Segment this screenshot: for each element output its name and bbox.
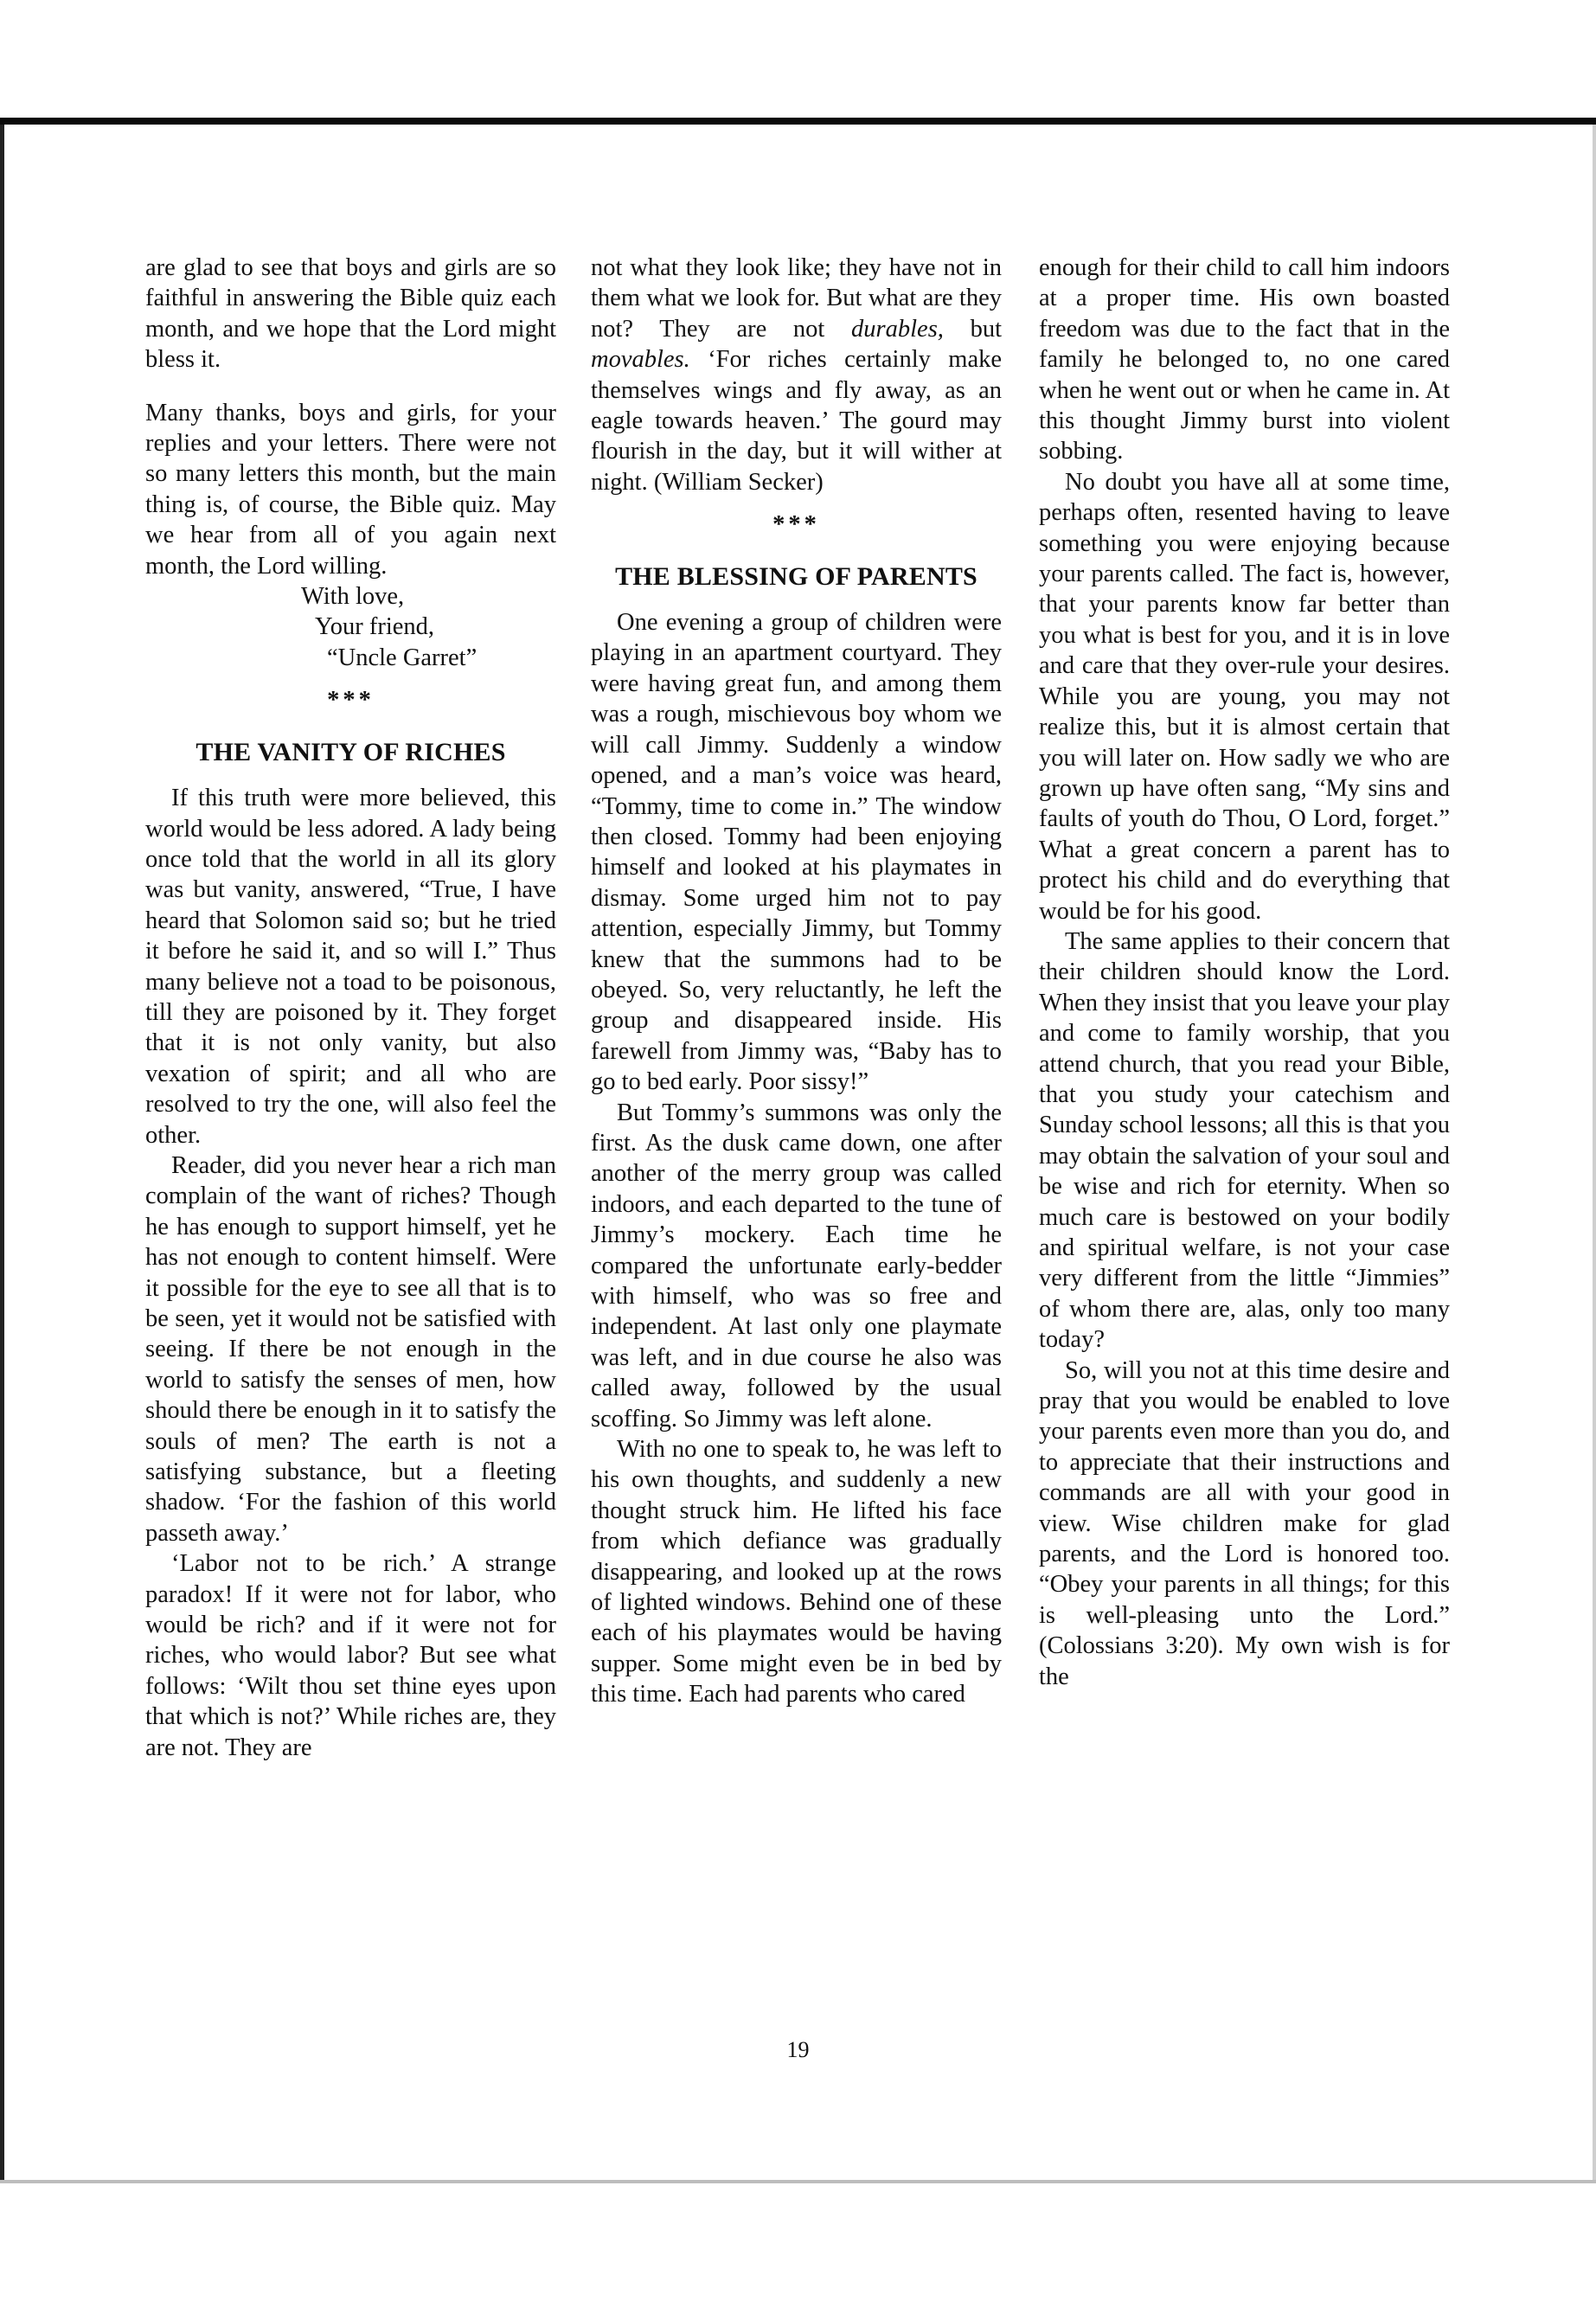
article-paragraph: ‘Labor not to be rich.’ A strange paradox! If it were not for labor, who would be rich? and if it were not for riches, who would labor? But see what follows: ‘Wilt thou set thine eyes upon that which is not?’ While riches are, they are not. They are (145, 1550, 556, 1761)
article-paragraph: enough for their child to call him indoors at a proper time. His own boasted freedom was due to the fact that in the family he belonged to, no one cared when he went out or when he came in. At this thought Jimmy burst into violent sobbing. (1039, 254, 1450, 465)
article-heading-vanity-of-riches: THE VANITY OF RICHES (195, 737, 506, 766)
page-number: 19 (786, 2037, 810, 2062)
emphasis-movables: movables. (591, 346, 690, 374)
article-paragraph: So, will you not at this time desire and pray that you would be enabled to love your parents even more than you do, and to appreciate that their instructions and commands are all with your good in view. Wise children make for glad parents, and the Lord is honored too. “Obey your parents in all things; for this is well-pleasing unto the Lord.” (Colossians 3:20). My own wish is for the (1039, 1356, 1450, 1690)
article-paragraph: Reader, did you never hear a rich man complain of the want of riches? Though he has enough to support himself, yet he has not enough to content himself. Were it possible for the eye to see all that is to be seen, yet it would not be satisfied with seeing. If there be not enough in the world to satisfy the senses of men, how should there be enough in it to satisfy the souls of men? The earth is not a satisfying substance, but a fleeting shadow. ‘For the fashion of this world passeth away.’ (145, 1151, 556, 1547)
text-run: but (943, 315, 1002, 343)
letter-signature: “Uncle Garret” (327, 644, 478, 671)
scan-edge-left (0, 125, 4, 2183)
letter-closing: With love, (301, 583, 405, 611)
letter-paragraph: are glad to see that boys and girls are so faithful in answering the Bible quiz each month, and we hope that the Lord might bless it. (145, 254, 556, 374)
article-paragraph: The same applies to their concern that their children should know the Lord. When they insist that you leave your play and come to family worship, that you attend church, that you read your Bible, that you study your catechism and Sunday school lessons; all this is that you may obtain the salvation of your soul and be wise and rich for eternity. When so much care is bestowed on your bodily and spiritual welfare, is not your case very different from the little “Jimmies” of whom there are, alas, only too many today? (1039, 927, 1450, 1354)
emphasis-durables: durables, (851, 315, 944, 343)
scan-edge-bottom (0, 2180, 1596, 2183)
section-divider: *** (772, 511, 820, 539)
article-heading-blessing-of-parents: THE BLESSING OF PARENTS (615, 561, 977, 591)
article-paragraph: No doubt you have all at some time, perhaps often, resented having to leave something you were enjoying because your parents called. The fact is, however, that your parents know far better than you what is best for you, and it is in love and care that they over-rule your desires. While you are young, you may not realize this, but it is almost certain that you will later on. How sadly we who are grown up have often sang, “My sins and faults of youth do Thou, O Lord, forget.” What a great concern a parent has to protect his child and do everything that would be for his good. (1039, 468, 1450, 925)
column-left (145, 253, 556, 1763)
scan-edge-bar (0, 118, 1596, 125)
scan-margin-top (0, 0, 1596, 121)
column-right (1039, 253, 1450, 1692)
section-divider: *** (327, 687, 375, 715)
article-paragraph: One evening a group of children were playing in an apartment courtyard. They were having great fun, and among them was a rough, mischievous boy whom we will call Jimmy. Suddenly a window opened, and a man’s voice was heard, “Tommy, time to come in.” The window then closed. Tommy had been enjoying himself and looked at his playmates in dismay. Some urged him not to pay attention, especially Jimmy, but Tommy knew that the summons had to be obeyed. So, very reluctantly, he left the group and disappeared inside. His farewell from Jimmy was, “Baby has to go to bed early. Poor sissy!” (591, 609, 1002, 1096)
article-paragraph (591, 253, 1002, 497)
text-run: not what they look like; they have not in them what we look for. But what are they not? They are not (591, 254, 1002, 343)
letter-signoff: Your friend, (315, 613, 435, 641)
text-run: ‘For riches certainly make themselves wings and fly away, as an eagle towards heaven.’ The gourd may flourish in the day, but it will wither at night. (William Secker) (591, 346, 1002, 496)
article-paragraph: If this truth were more believed, this world would be less adored. A lady being once told that the world in all its glory was but vanity, answered, “True, I have heard that Solomon said so; but he tried it before he said it, and so will I.” Thus many believe not a toad to be poisonous, till they are poisoned by it. They forget that it is not only vanity, but also vexation of spirit; and all who are resolved to try the one, will also feel the other. (145, 785, 556, 1149)
scan-edge-right (1593, 125, 1596, 2183)
letter-paragraph: Many thanks, boys and girls, for your replies and your letters. There were not so many letters this month, but the main thing is, of course, the Bible quiz. May we hear from all of you again next month, the Lord willing. (145, 399, 556, 580)
article-paragraph: With no one to speak to, he was left to his own thoughts, and suddenly a new thought struck him. He lifted his face from which defiance was gradually disappearing, and looked up at the rows of lighted windows. Behind one of these each of his playmates would be having supper. Some might even be in bed by this time. Each had parents who cared (591, 1436, 1002, 1708)
column-middle (591, 253, 1002, 1710)
article-paragraph: But Tommy’s summons was only the first. As the dusk came down, one after another of the merry group was called indoors, and each departed to the tune of Jimmy’s mockery. Each time he compared the unfortunate early-bedder with himself, who was so free and independent. At last only one playmate was left, and in due course he also was called away, followed by the usual scoffing. So Jimmy was left alone. (591, 1099, 1002, 1433)
